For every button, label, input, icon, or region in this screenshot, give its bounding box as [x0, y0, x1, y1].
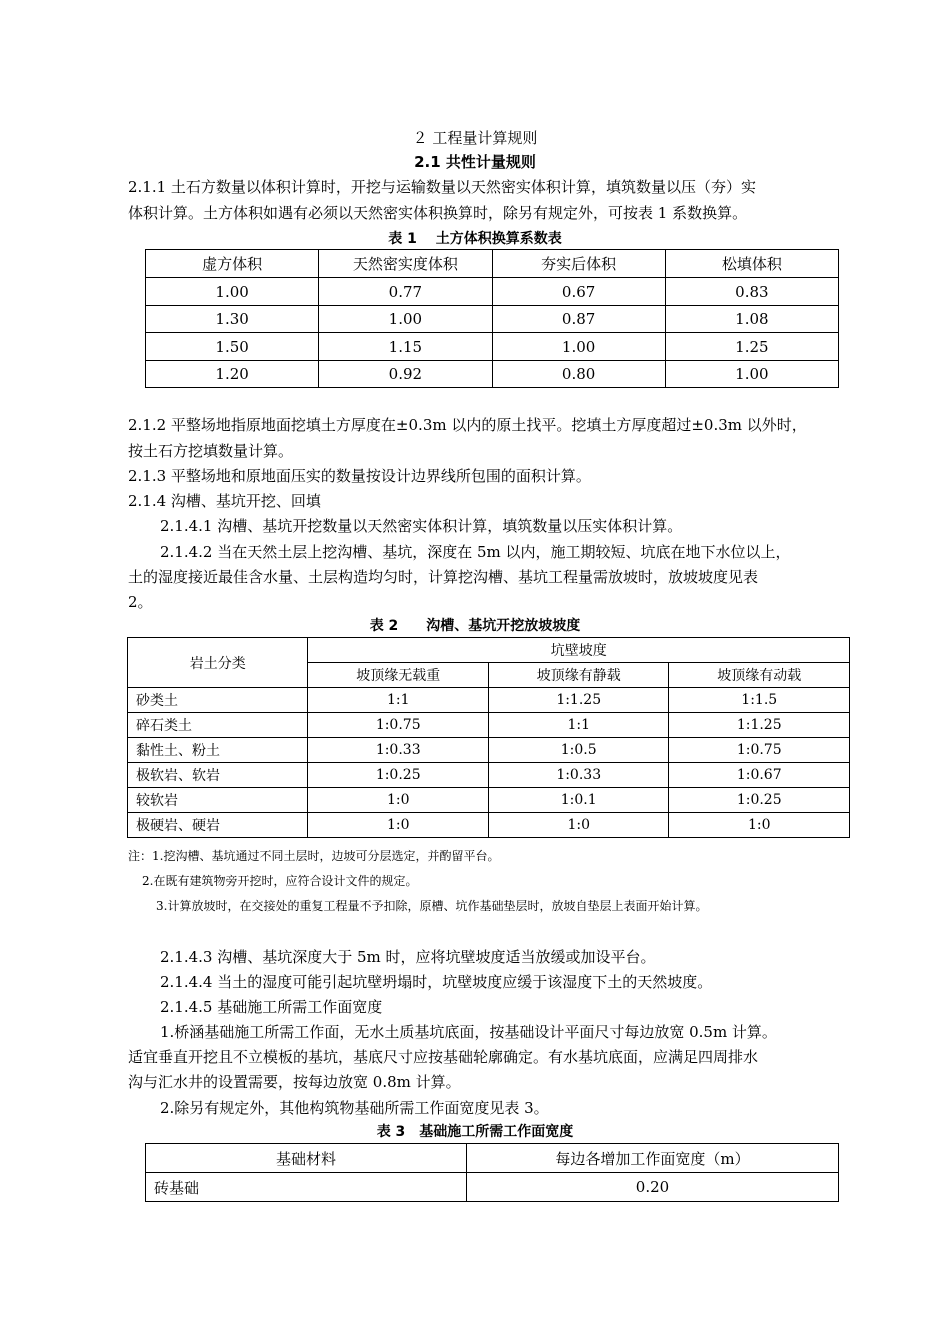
table2-note-1: 注：1.挖沟槽、基坑通过不同土层时，边坡可分层选定，并酌留平台。 [128, 849, 500, 863]
paragraph-2-1-4-4: 2.1.4.4 当土的湿度可能引起坑壁坍塌时，坑壁坡度应缓于该湿度下土的天然坡度。 [160, 973, 713, 991]
table-cell: 1:0.1 [488, 788, 669, 813]
table-header-row [146, 1144, 839, 1173]
table-cell: 1:0.75 [308, 713, 489, 738]
table1-caption: 表 1 土方体积换算系数表 [388, 231, 562, 247]
table-cell: 0.92 [319, 361, 492, 388]
table-header-cell: 坡顶缘无载重 [308, 663, 489, 688]
table-cell: 1.20 [146, 361, 319, 388]
table-cell: 0.87 [492, 306, 665, 333]
table2-note-2: 2.在既有建筑物旁开挖时，应符合设计文件的规定。 [142, 874, 418, 888]
table-cell: 1.08 [665, 306, 838, 333]
table-cell: 1.00 [319, 306, 492, 333]
table-cell: 碎石类土 [128, 713, 308, 738]
table-cell: 0.67 [492, 278, 665, 306]
table-cell: 1.15 [319, 333, 492, 361]
table-cell: 1:0.25 [669, 788, 850, 813]
table-header-cell: 每边各增加工作面宽度（m） [467, 1144, 839, 1173]
item-1: 1.桥涵基础施工所需工作面，无水土质基坑底面，按基础设计平面尺寸每边放宽 0.5m 计算。 [160, 1023, 777, 1041]
paragraph-2-1-1-cont: 体积计算。土方体积如遇有必须以天然密实体积换算时，除另有规定外，可按表 1 系数换算。 [128, 204, 748, 222]
table-cell: 砖基础 [146, 1173, 467, 1202]
table-cell: 1:1.25 [488, 688, 669, 713]
paragraph-2-1-4-2-end: 2。 [128, 593, 153, 611]
table-row [146, 306, 839, 333]
table3-caption: 表 3 基础施工所需工作面宽度 [376, 1124, 574, 1140]
table-row [128, 788, 850, 813]
table-row [128, 813, 850, 838]
item-1-end: 沟与汇水井的设置需要，按每边放宽 0.8m 计算。 [128, 1073, 461, 1091]
table-row [128, 738, 850, 763]
table-cell: 1.30 [146, 306, 319, 333]
table-cell: 1.50 [146, 333, 319, 361]
table-header-cell: 基础材料 [146, 1144, 467, 1173]
table3 [145, 1143, 839, 1202]
table-cell: 1:0.67 [669, 763, 850, 788]
paragraph-2-1-1: 2.1.1 土石方数量以体积计算时，开挖与运输数量以天然密实体积计算，填筑数量以压（夯）实 [128, 178, 756, 196]
table-cell: 1:1 [488, 713, 669, 738]
table-cell: 1:1 [308, 688, 489, 713]
table-row [128, 713, 850, 738]
section-title: 2.1 共性计量规则 [414, 153, 536, 171]
table-cell: 1:1.5 [669, 688, 850, 713]
table-cell: 较软岩 [128, 788, 308, 813]
table-row [128, 688, 850, 713]
table-cell: 1.00 [146, 278, 319, 306]
chapter-title: ２ 工程量计算规则 [412, 129, 538, 147]
paragraph-2-1-4-5: 2.1.4.5 基础施工所需工作面宽度 [160, 998, 383, 1016]
paragraph-2-1-2-cont: 按土石方挖填数量计算。 [128, 442, 294, 460]
paragraph-2-1-4-3: 2.1.4.3 沟槽、基坑深度大于 5m 时，应将坑壁坡度适当放缓或加设平台。 [160, 948, 656, 966]
table-cell: 黏性土、粉土 [128, 738, 308, 763]
table2-caption: 表 2 沟槽、基坑开挖放坡坡度 [369, 618, 581, 634]
table-cell: 1:0 [669, 813, 850, 838]
item-2: 2.除另有规定外，其他构筑物基础所需工作面宽度见表 3。 [160, 1099, 549, 1117]
paragraph-2-1-3: 2.1.3 平整场地和原地面压实的数量按设计边界线所包围的面积计算。 [128, 467, 591, 485]
table-header-cell: 夯实后体积 [492, 250, 665, 278]
table-cell: 极硬岩、硬岩 [128, 813, 308, 838]
table-header-row [146, 250, 839, 278]
paragraph-2-1-4-1: 2.1.4.1 沟槽、基坑开挖数量以天然密实体积计算，填筑数量以压实体积计算。 [160, 517, 683, 535]
table-cell: 1:0.25 [308, 763, 489, 788]
table-cell: 0.83 [665, 278, 838, 306]
table-cell: 1:0.33 [308, 738, 489, 763]
table-cell: 0.77 [319, 278, 492, 306]
table-cell: 1:0 [308, 788, 489, 813]
table-cell: 1:0 [308, 813, 489, 838]
table-cell: 1:1.25 [669, 713, 850, 738]
item-1-cont: 适宜垂直开挖且不立模板的基坑，基底尺寸应按基础轮廓确定。有水基坑底面，应满足四周排水 [128, 1048, 759, 1066]
table-header-cell: 坡顶缘有静载 [488, 663, 669, 688]
table-row [146, 333, 839, 361]
table-cell: 1.25 [665, 333, 838, 361]
table-cell: 极软岩、软岩 [128, 763, 308, 788]
table-header-cell: 岩土分类 [128, 638, 308, 688]
table-cell: 1:0.75 [669, 738, 850, 763]
table-header-cell: 松填体积 [665, 250, 838, 278]
table2-note-3: 3.计算放坡时，在交接处的重复工程量不予扣除，原槽、坑作基础垫层时，放坡自垫层上表面开始计算。 [156, 899, 708, 913]
table-cell: 0.20 [467, 1173, 839, 1202]
table-row [128, 763, 850, 788]
table-header-cell: 坡顶缘有动载 [669, 663, 850, 688]
table-row [146, 278, 839, 306]
paragraph-2-1-4-2-cont: 土的湿度接近最佳含水量、土层构造均匀时，计算挖沟槽、基坑工程量需放坡时，放坡坡度见表 [128, 568, 759, 586]
paragraph-2-1-2: 2.1.2 平整场地指原地面挖填土方厚度在±0.3m 以内的原土找平。挖填土方厚度超过±0.3m 以外时， [128, 416, 807, 434]
table2 [127, 637, 850, 838]
table-header-cell: 天然密实度体积 [319, 250, 492, 278]
table-cell: 0.80 [492, 361, 665, 388]
table-cell: 1:0.5 [488, 738, 669, 763]
paragraph-2-1-4: 2.1.4 沟槽、基坑开挖、回填 [128, 492, 321, 510]
table-cell: 砂类土 [128, 688, 308, 713]
table-row [146, 361, 839, 388]
table-cell: 1.00 [665, 361, 838, 388]
table-cell: 1:0.33 [488, 763, 669, 788]
table-header-cell: 坑壁坡度 [308, 638, 850, 663]
table-row [146, 1173, 839, 1202]
table-header-cell: 虚方体积 [146, 250, 319, 278]
paragraph-2-1-4-2: 2.1.4.2 当在天然土层上挖沟槽、基坑，深度在 5m 以内，施工期较短、坑底在地下水位以上， [160, 543, 791, 561]
table-header-row [128, 638, 850, 663]
table-cell: 1.00 [492, 333, 665, 361]
table1 [145, 249, 839, 388]
table-cell: 1:0 [488, 813, 669, 838]
